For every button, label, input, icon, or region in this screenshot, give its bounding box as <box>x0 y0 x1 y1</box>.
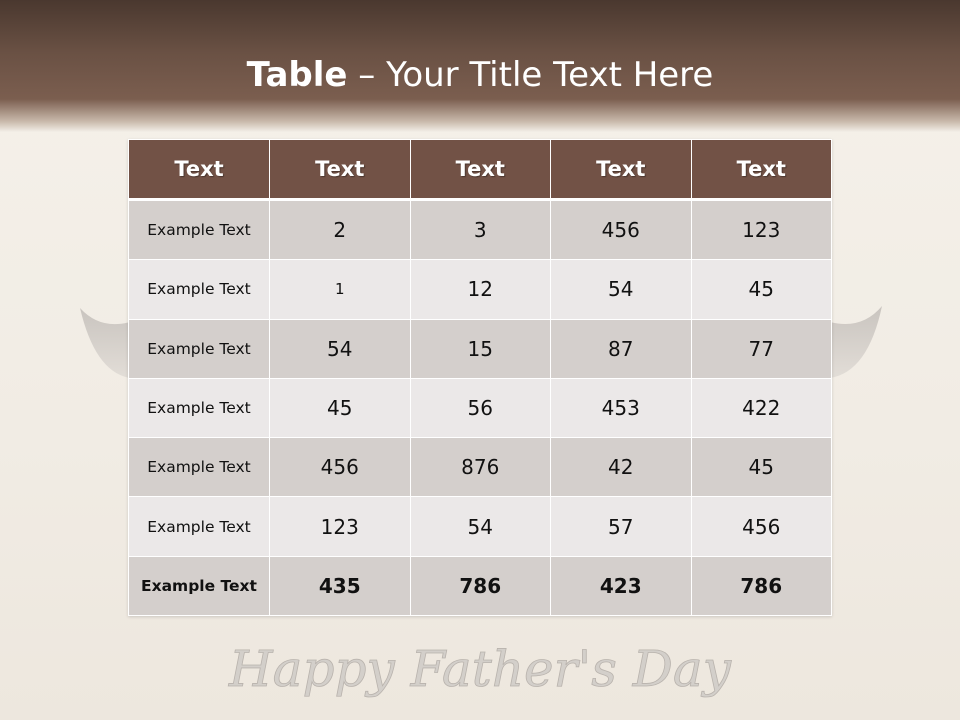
row-label: Example Text <box>129 556 270 615</box>
table-row <box>129 378 832 437</box>
table-row <box>129 200 832 260</box>
table-cell: 12 <box>410 260 551 319</box>
table-header-cell: Text <box>551 140 692 200</box>
table-cell: 453 <box>551 378 692 437</box>
ribbon-right-tail <box>830 306 882 378</box>
table-cell: 123 <box>270 497 411 556</box>
table-cell: 57 <box>551 497 692 556</box>
signature-text: Happy Father's Day <box>229 640 731 698</box>
table-total-row <box>129 556 832 615</box>
table-cell: 45 <box>691 260 832 319</box>
row-label: Example Text <box>129 260 270 319</box>
row-label: Example Text <box>129 438 270 497</box>
table-cell: 87 <box>551 319 692 378</box>
table-header-cell: Text <box>691 140 832 200</box>
table-row <box>129 497 832 556</box>
table-cell: 422 <box>691 378 832 437</box>
table-row <box>129 319 832 378</box>
table-cell: 3 <box>410 200 551 260</box>
table-cell: 45 <box>691 438 832 497</box>
table-cell: 56 <box>410 378 551 437</box>
title-rest: – Your Title Text Here <box>347 55 714 95</box>
table-cell: 42 <box>551 438 692 497</box>
table-cell: 435 <box>270 556 411 615</box>
data-table <box>128 139 832 616</box>
table-cell: 456 <box>270 438 411 497</box>
table-row <box>129 438 832 497</box>
table-header-row <box>129 140 832 200</box>
table-row <box>129 260 832 319</box>
table-cell: 54 <box>410 497 551 556</box>
ribbon-left-tail <box>80 308 130 378</box>
fathers-day-signature <box>0 628 960 710</box>
table-cell: 1 <box>270 260 411 319</box>
table-cell: 45 <box>270 378 411 437</box>
table-header-cell: Text <box>129 140 270 200</box>
table-cell: 876 <box>410 438 551 497</box>
table-cell: 423 <box>551 556 692 615</box>
row-label: Example Text <box>129 378 270 437</box>
table-header-cell: Text <box>270 140 411 200</box>
table-cell: 456 <box>691 497 832 556</box>
page-title <box>0 52 960 98</box>
row-label: Example Text <box>129 200 270 260</box>
row-label: Example Text <box>129 497 270 556</box>
table-cell: 15 <box>410 319 551 378</box>
title-bold: Table <box>246 55 348 95</box>
table-cell: 54 <box>270 319 411 378</box>
table-cell: 786 <box>691 556 832 615</box>
table-cell: 54 <box>551 260 692 319</box>
row-label: Example Text <box>129 319 270 378</box>
table-cell: 77 <box>691 319 832 378</box>
table-cell: 2 <box>270 200 411 260</box>
table-cell: 123 <box>691 200 832 260</box>
table-cell: 456 <box>551 200 692 260</box>
table-cell: 786 <box>410 556 551 615</box>
table-header-cell: Text <box>410 140 551 200</box>
